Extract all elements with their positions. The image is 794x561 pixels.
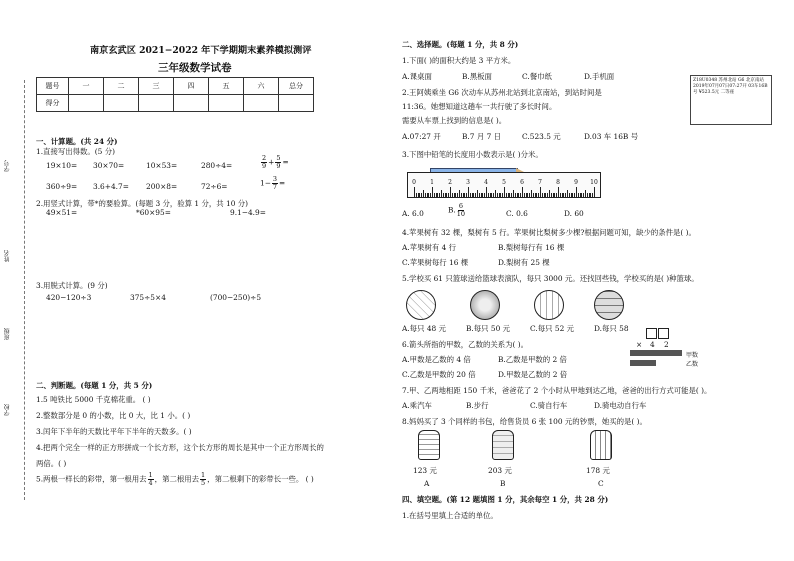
vertical-calc-item: *60×95= — [136, 208, 171, 217]
section-fill-title: 四、填空题。(第 12 题填图 1 分，其余每空 1 分，共 28 分) — [402, 495, 609, 504]
judge-item: 1.5 吨铁比 5000 千克棉花重。 ( ) — [36, 395, 151, 404]
choice-option: A.甲数是乙数的 4 倍 — [402, 355, 471, 364]
choice-option: B.每只 50 元 — [466, 324, 511, 333]
choice-question: 7.甲、乙两地相距 150 千米，爸爸花了 2 个小时从甲地到达乙地，爸爸的出行方式可能是( )。 — [402, 386, 712, 395]
score-input[interactable] — [139, 95, 174, 112]
choice-question: 1.下面( )的面积大约是 3 平方米。 — [402, 56, 516, 65]
calc-item: 360÷9= — [46, 182, 78, 191]
blank-box — [658, 328, 669, 339]
score-input[interactable] — [209, 95, 244, 112]
backpack-c-icon — [590, 430, 612, 460]
choice-option: B.黑板面 — [462, 72, 492, 81]
choice-option: D. 60 — [564, 209, 584, 218]
calc-item: 19×10= — [46, 161, 78, 170]
option-letter: C — [598, 479, 604, 488]
score-cell: 题号 — [37, 78, 69, 95]
calc-item: 72÷6= — [201, 182, 228, 191]
calc-item: 280÷4= — [201, 161, 233, 170]
factor-two: 2 — [664, 340, 669, 349]
ruler-label: 6 — [520, 179, 524, 186]
choice-option: D.03 车 16B 号 — [584, 132, 639, 141]
step-calc-item: 375÷5×4 — [130, 293, 166, 302]
price-label: 178 元 — [586, 466, 610, 475]
calc-fraction-item: $\frac{2}{9}$ + $\frac{5}{9}$ = — [262, 154, 289, 170]
section-calc-title: 一、计算题。(共 24 分) — [36, 137, 118, 146]
binding-line — [24, 80, 25, 500]
q3-title: 3.用脱式计算。(9 分) — [36, 281, 108, 290]
basketball-a-icon — [406, 290, 436, 320]
score-input[interactable] — [174, 95, 209, 112]
ruler-label: 5 — [502, 179, 506, 186]
yi-label: 乙数 — [686, 361, 699, 368]
judge-item: 2.整数部分是 0 的小数，比 0 大，比 1 小。( ) — [36, 411, 191, 420]
choice-option: A.苹果树有 4 行 — [402, 243, 457, 252]
calc-item: 10×53= — [146, 161, 178, 170]
choice-option: D.手机面 — [584, 72, 615, 81]
times-sign: × — [636, 340, 643, 349]
choice-option: D.每只 58 — [594, 324, 629, 333]
basketball-b-icon — [470, 290, 500, 320]
vertical-calc-item: 49×51= — [46, 208, 78, 217]
blank-box — [646, 328, 657, 339]
ruler-label: 9 — [574, 179, 578, 186]
ruler-label: 7 — [538, 179, 542, 186]
backpack-a-icon — [418, 430, 440, 460]
choice-option: C.每只 52 元 — [530, 324, 575, 333]
choice-option: B.7 月 7 日 — [462, 132, 502, 141]
score-input[interactable] — [104, 95, 139, 112]
choice-question: 6.箭头所指的甲数，乙数的关系为( )。 — [402, 340, 529, 349]
choice-option: D.骑电动自行车 — [594, 401, 647, 410]
choice-question-cont: 需要从车票上找到的信息是( )。 — [402, 116, 507, 125]
factor-four: 4 — [650, 340, 655, 349]
score-cell: 三 — [139, 78, 174, 95]
score-input[interactable] — [69, 95, 104, 112]
choice-option: C.餐巾纸 — [522, 72, 552, 81]
ruler-label: 3 — [466, 179, 470, 186]
basketball-c-icon — [534, 290, 564, 320]
exam-subtitle: 三年级数学试卷 — [158, 62, 232, 74]
choice-option: C.乙数是甲数的 20 倍 — [402, 370, 476, 379]
fill-question: 1.在括号里填上合适的单位。 — [402, 511, 498, 520]
score-cell: 四 — [174, 78, 209, 95]
price-label: 123 元 — [413, 466, 437, 475]
side-label-class: 班级 — [4, 328, 11, 340]
score-cell: 五 — [209, 78, 244, 95]
jia-bar — [630, 350, 682, 356]
choice-option: A.07:27 开 — [402, 132, 441, 141]
ruler-label: 8 — [556, 179, 560, 186]
calc-item: 3.6+4.7= — [93, 182, 129, 191]
judge-item: 3.闰年下半年的天数比平年下半年的天数多。( ) — [36, 427, 192, 436]
score-cell: 得分 — [37, 95, 69, 112]
choice-question: 4.苹果树有 32 棵，梨树有 5 行。苹果树比梨树多少棵?根据问题可知，缺少的条件是( )。 — [402, 228, 696, 237]
jia-label: 甲数 — [686, 352, 699, 359]
ruler-label: 4 — [484, 179, 488, 186]
vertical-calc-item: 9.1−4.9= — [230, 208, 266, 217]
score-input[interactable] — [244, 95, 279, 112]
calc-item: 30×70= — [93, 161, 125, 170]
choice-option: D.梨树有 25 棵 — [498, 258, 550, 267]
section-judge-title: 二、判断题。(每题 1 分，共 5 分) — [36, 381, 153, 390]
score-cell: 六 — [244, 78, 279, 95]
choice-option: A. 6.0 — [402, 209, 424, 218]
section-choice-title: 二、选择题。(每题 1 分，共 8 分) — [402, 40, 519, 49]
choice-option: B.步行 — [466, 401, 489, 410]
choice-option: B. $\frac{6}{10}$ — [448, 202, 466, 218]
backpack-b-icon — [492, 430, 514, 460]
choice-question-cont: 11:36。她想知道这趟车一共行驶了多长时间。 — [402, 102, 557, 111]
exam-title: 南京玄武区 2021−2022 年下学期期末素养模拟测评 — [90, 45, 312, 56]
choice-option: A.课桌面 — [402, 72, 432, 81]
calc-item: 200×8= — [146, 182, 178, 191]
judge-item: 5.两根一样长的彩带，第一根用去 $\frac{1}{4}$ ，第二根用去 $\frac{1}{5}$ ，第二根剩下的彩带长一些。 ( ) — [36, 471, 314, 487]
train-ticket-image: Z18U0348 苏州北站 G6 北京南站 2019年07月07日07:27开 03车16B号 ¥523.5元 二等座 — [690, 75, 772, 125]
score-value-row — [37, 95, 314, 112]
choice-option: B.梨树每行有 16 棵 — [498, 243, 565, 252]
choice-question: 3.下图中铅笔的长度用小数表示是( )分米。 — [402, 150, 543, 159]
ruler-label: 2 — [448, 179, 452, 186]
yi-bar — [630, 360, 656, 366]
ruler-image — [407, 172, 601, 198]
choice-option: C.523.5 元 — [522, 132, 561, 141]
ruler-label: 0 — [412, 179, 416, 186]
choice-option: D.甲数是乙数的 2 倍 — [498, 370, 568, 379]
step-calc-item: 420−120÷3 — [46, 293, 92, 302]
calc-fraction-item: 1− $\frac{3}{7}$ = — [260, 175, 286, 191]
ruler-label: 10 — [590, 179, 598, 186]
price-label: 203 元 — [488, 466, 512, 475]
score-cell: 总分 — [279, 78, 314, 95]
side-label-school: 学校 — [4, 404, 11, 416]
judge-item: 4.把两个完全一样的正方形拼成一个长方形，这个长方形的周长是其中一个正方形周长的 — [36, 443, 324, 452]
ruler-tick — [594, 187, 595, 197]
q2-title: 2.用竖式计算，带*的要验算。(每题 3 分，验算 1 分，共 10 分) — [36, 199, 249, 208]
step-calc-item: (700−250)÷5 — [210, 293, 262, 302]
score-header-row — [37, 78, 314, 95]
basketball-d-icon — [594, 290, 624, 320]
choice-option: C.苹果树每行 16 棵 — [402, 258, 469, 267]
option-letter: A — [424, 479, 430, 488]
ruler-label: 1 — [430, 179, 434, 186]
side-label-id: 学号 — [4, 160, 11, 172]
score-table — [36, 77, 314, 112]
choice-option: A.乘汽车 — [402, 401, 432, 410]
choice-option: A.每只 48 元 — [402, 324, 446, 333]
option-letter: B — [500, 479, 506, 488]
choice-option: B.乙数是甲数的 2 倍 — [498, 355, 567, 364]
side-label-name: 姓名 — [4, 250, 11, 262]
judge-item-cont: 两倍。( ) — [36, 459, 67, 468]
q1-title: 1.直接写出得数。(5 分) — [36, 147, 115, 156]
choice-question: 5.学校买 61 只篮球送给篮球表演队，每只 3000 元。还找回些钱，学校买的是( )种篮球。 — [402, 274, 699, 283]
score-cell: 一 — [69, 78, 104, 95]
choice-question: 2.王阿姨乘坐 G6 次动车从苏州北站到北京南站，到站时间是 — [402, 88, 602, 97]
score-cell: 二 — [104, 78, 139, 95]
choice-question: 8.妈妈买了 3 个同样的书包，给售货员 6 张 100 元的钞票，她买的是( )。 — [402, 417, 647, 426]
choice-option: C.骑自行车 — [530, 401, 568, 410]
choice-option: C. 0.6 — [506, 209, 528, 218]
score-input[interactable] — [279, 95, 314, 112]
